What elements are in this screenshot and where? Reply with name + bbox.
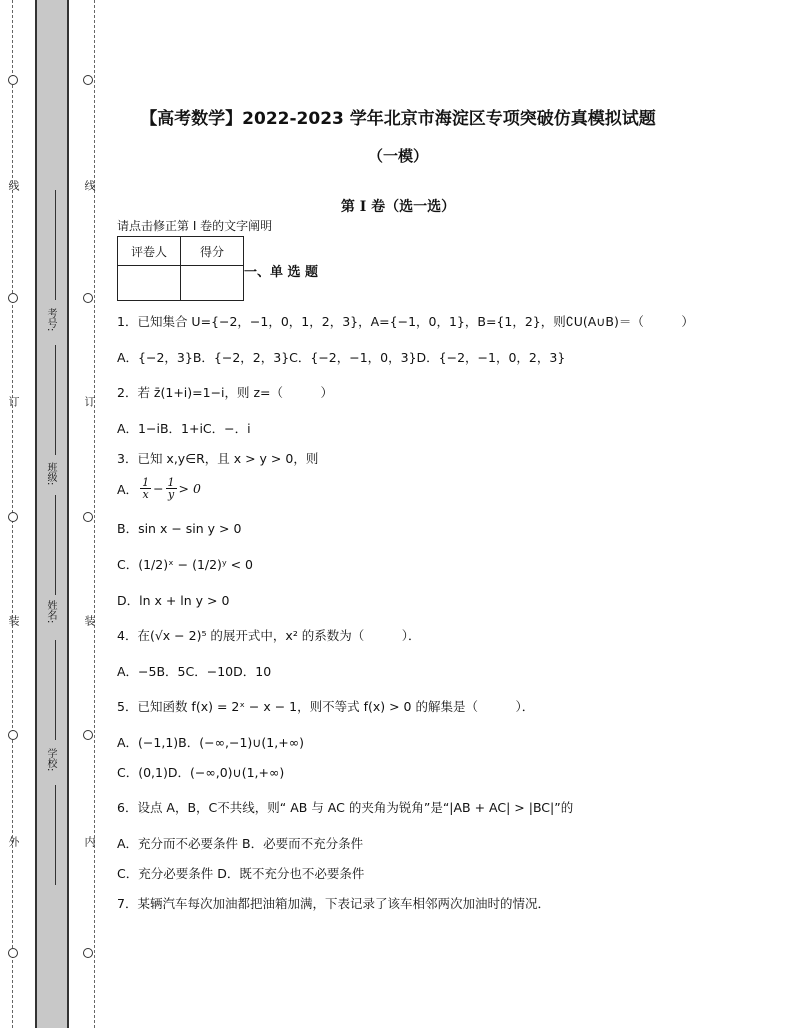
question-6-options-1: A．充分而不必要条件 B．必要而不充分条件 — [117, 836, 364, 851]
outer-char: 外 — [7, 836, 20, 847]
exam-subtitle: （一模） — [367, 147, 428, 165]
question-5-options-1: A．(−1,1)B．(−∞,−1)∪(1,+∞) — [117, 735, 304, 750]
fraction-1-over-y — [166, 477, 177, 500]
question-4-options: A．−5B．5C．−10D．10 — [117, 664, 272, 679]
outer-char: 订 — [7, 396, 20, 407]
denominator: y — [167, 488, 175, 501]
outer-char: 装 — [7, 615, 20, 626]
binding-hole — [8, 948, 18, 958]
question-5-options-2: C．(0,1)D．(−∞,0)∪(1,+∞) — [117, 765, 285, 780]
question-3-option-a: A． $\frac{1}{x}$ − $\frac{1}{y}$ > 0 — [117, 476, 201, 501]
field-line — [55, 190, 56, 300]
question-5: 5．已知函数 f(x) = 2ˣ − x − 1，则不等式 f(x) > 0 的解集是（ ）． — [117, 699, 535, 714]
question-3: 3．已知 x,y∈R，且 x > y > 0，则 — [117, 451, 319, 466]
inner-char: 订 — [83, 396, 96, 407]
question-2: 2．若 z̄(1+i)=1−i，则 z=（ ） — [117, 385, 334, 400]
inner-cut-line — [94, 0, 95, 1028]
inequality-tail: > 0 — [178, 481, 201, 496]
field-line — [55, 345, 56, 455]
fraction-1-over-x — [140, 477, 151, 500]
outer-char: 线 — [7, 180, 20, 191]
question-6-options-2: C．充分必要条件 D．既不充分也不必要条件 — [117, 866, 365, 881]
question-1: 1．已知集合 U={−2，−1，0，1，2，3}，A={−1，0，1}，B={1，2}，则∁U(A∪B)＝（ ） — [117, 314, 694, 329]
student-id-label: 考号: — [45, 308, 56, 332]
score-cell[interactable] — [181, 266, 244, 301]
instruction-text: 请点击修正第 I 卷的文字阐明 — [117, 219, 273, 233]
binding-hole — [8, 293, 18, 303]
grader-label: 评卷人 — [118, 237, 181, 266]
question-3-option-c: C．(1/2)ˣ − (1/2)ʸ < 0 — [117, 557, 253, 572]
volume-title: 第 I 卷（选一选） — [340, 199, 456, 215]
exam-title: 【高考数学】2022-2023 学年北京市海淀区专项突破仿真模拟试题 — [140, 109, 656, 129]
binding-hole — [8, 75, 18, 85]
class-label: 班级: — [45, 462, 56, 486]
binding-hole — [83, 293, 93, 303]
binding-hole — [83, 75, 93, 85]
binding-hole — [8, 512, 18, 522]
binding-hole — [83, 512, 93, 522]
numerator: 1 — [167, 476, 175, 489]
field-line — [55, 495, 56, 595]
numerator: 1 — [142, 476, 150, 489]
question-4: 4．在(√x − 2)⁵ 的展开式中，x² 的系数为（ ）． — [117, 628, 421, 643]
part-title: 一、单 选 题 — [244, 265, 319, 280]
inner-char: 装 — [83, 615, 96, 626]
score-table — [117, 236, 244, 301]
grader-cell[interactable] — [118, 266, 181, 301]
question-3-option-b: B．sin x − sin y > 0 — [117, 521, 242, 536]
score-label: 得分 — [181, 237, 244, 266]
name-label: 姓名: — [45, 600, 56, 624]
field-line — [55, 640, 56, 740]
school-label: 学校: — [45, 748, 56, 772]
inner-char: 内 — [83, 836, 96, 847]
question-3-option-d: D．ln x + ln y > 0 — [117, 593, 230, 608]
question-2-options: A．1−iB．1+iC．−．i — [117, 421, 251, 436]
denominator: x — [142, 488, 149, 501]
field-line — [55, 785, 56, 885]
inner-char: 线 — [83, 180, 96, 191]
binding-hole — [83, 730, 93, 740]
binding-hole — [83, 948, 93, 958]
question-7: 7．某辆汽车每次加油都把油箱加满，下表记录了该车相邻两次加油时的情况． — [117, 896, 550, 911]
binding-band — [35, 0, 69, 1028]
binding-hole — [8, 730, 18, 740]
question-6: 6．设点 A，B，C不共线，则“ AB 与 AC 的夹角为锐角”是“|AB + AC| > |BC|”的 — [117, 800, 574, 815]
question-1-options: A．{−2，3}B．{−2，2，3}C．{−2，−1，0，3}D．{−2，−1，0，2，3} — [117, 350, 566, 365]
option-label: A． — [117, 481, 139, 497]
